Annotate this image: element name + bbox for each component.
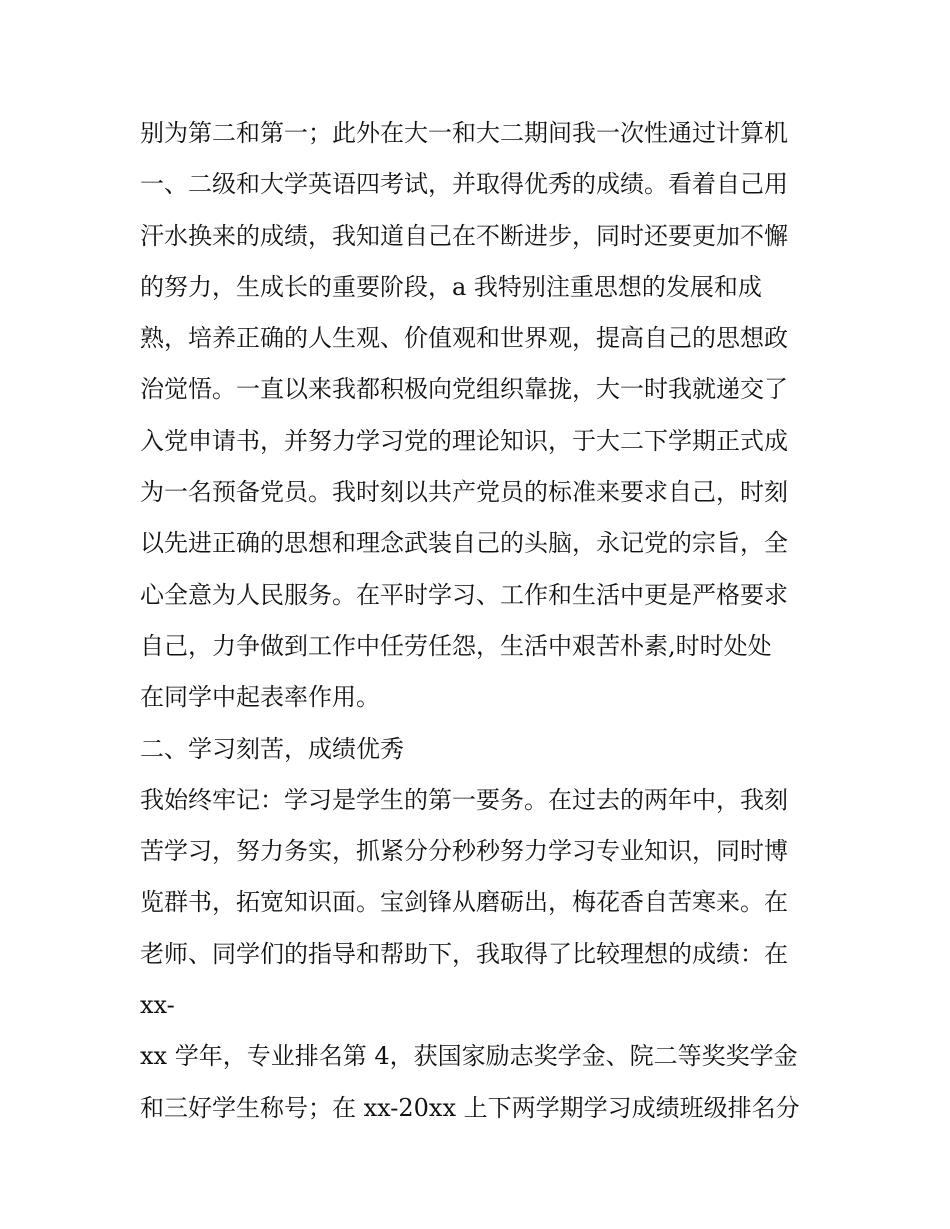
text-line: 自己，力争做到工作中任劳任怨，生活中艰苦朴素,时时处处	[140, 631, 772, 660]
text-line: 我始终牢记：学习是学生的第一要务。在过去的两年中，我刻	[140, 785, 788, 814]
text-line: 老师、同学们的指导和帮助下，我取得了比较理想的成绩：在	[140, 939, 788, 968]
text-line: 览群书，拓宽知识面。宝剑锋从磨砺出，梅花香自苦寒来。在	[140, 888, 788, 917]
text-line: 在同学中起表率作用。	[140, 683, 380, 712]
text-line: 别为第二和第一；此外在大一和大二期间我一次性通过计算机	[140, 119, 788, 147]
text-line: xx-	[140, 991, 175, 1020]
text-line: 为一名预备党员。我时刻以共产党员的标准来要求自己，时刻	[140, 478, 788, 507]
body-text	[140, 108, 820, 1134]
text-line: 以先进正确的思想和理念武装自己的头脑，永记党的宗旨，全	[140, 529, 788, 558]
text-line: 熟，培养正确的人生观、价值观和世界观，提高自己的思想政	[140, 324, 788, 353]
text-line: 的努力，生成长的重要阶段，a 我特别注重思想的发展和成	[140, 272, 762, 301]
text-line: 治觉悟。一直以来我都积极向党组织靠拢，大一时我就递交了	[140, 375, 788, 404]
text-line: 一、二级和大学英语四考试，并取得优秀的成绩。看着自己用	[140, 170, 788, 199]
text-line: 和三好学生称号；在 xx-20xx 上下两学期学习成绩班级排名分	[140, 1093, 800, 1122]
text-line: xx 学年，专业排名第 4，获国家励志奖学金、院二等奖奖学金	[140, 1042, 798, 1071]
text-line: 心全意为人民服务。在平时学习、工作和生活中更是严格要求	[140, 580, 788, 609]
text-line: 汗水换来的成绩，我知道自己在不断进步，同时还要更加不懈	[140, 221, 788, 250]
text-line: 入党申请书，并努力学习党的理论知识，于大二下学期正式成	[140, 426, 788, 455]
section-heading: 二、学习刻苦，成绩优秀	[140, 734, 404, 763]
text-line: 苦学习，努力务实，抓紧分分秒秒努力学习专业知识，同时博	[140, 837, 788, 866]
